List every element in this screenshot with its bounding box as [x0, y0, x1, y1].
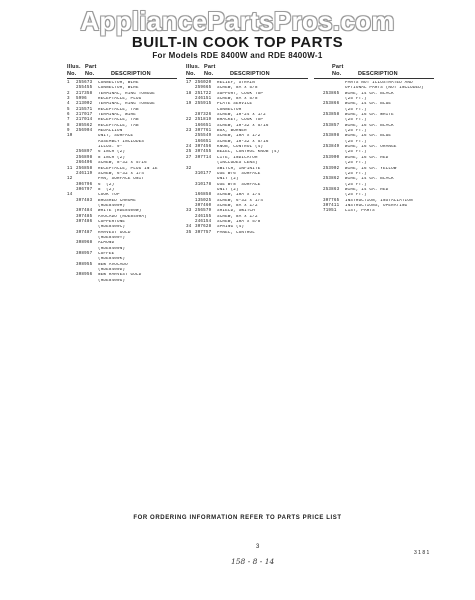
part-description: WIRE, 16 GA. RED — [345, 155, 389, 160]
part-description: PLATE SERVICE — [217, 102, 253, 107]
part-description: SCREW, 10A x 1/4 — [217, 193, 261, 198]
illus-number: 24 — [186, 145, 192, 150]
parts-column-1 — [67, 64, 177, 284]
illus-number: 7 — [67, 118, 70, 123]
part-number: 253857 — [323, 123, 340, 128]
illus-number: 22 — [186, 118, 192, 123]
part-description: INSTRUCTION, INSTALLATION — [345, 198, 413, 203]
part-description: SWITCH, INFINITE — [217, 166, 261, 171]
part-description: (25 FT.) — [345, 118, 367, 123]
illus-number — [314, 209, 323, 214]
part-number: 307460 — [195, 203, 212, 208]
part-description: PAN, SURFACE UNIT — [98, 177, 145, 182]
part-description: NEW AVOCADO — [98, 262, 128, 267]
part-description: WIRE, 16 GA. ORANGE — [345, 145, 397, 150]
part-number: 255673 — [76, 81, 93, 85]
illus-number: 6 — [67, 113, 70, 118]
illus-number: 5 — [67, 107, 70, 112]
part-description: RECEPTACLE, TAB — [98, 107, 139, 112]
part-number: 256858 — [76, 166, 93, 171]
illus-number: 19 — [186, 102, 192, 107]
part-number: 246119 — [76, 171, 93, 176]
page-title: BUILT-IN COOK TOP PARTS — [131, 34, 344, 51]
part-description: (25 FT.) — [345, 193, 367, 198]
part-description: WIRE, 16 GA. BLUE — [345, 134, 392, 139]
part-description: SCREW, 10-32 x 5/16 — [217, 139, 269, 144]
part-number: 215571 — [76, 107, 93, 112]
part-description: SCREW, 8A x 5/8 — [217, 86, 258, 91]
illus-number: 4 — [67, 102, 70, 107]
part-description: (RDE8400M) — [98, 203, 126, 208]
part-number: 166651 — [195, 139, 212, 144]
part-number: 135025 — [195, 198, 212, 203]
part-number: 256579 — [195, 209, 212, 214]
part-number: 166858 — [195, 193, 212, 198]
parts-row — [67, 279, 177, 284]
part-number: 307761 — [195, 129, 212, 134]
illus-number: 14 — [67, 193, 73, 198]
part-number: 213002 — [76, 102, 93, 107]
part-description: (RDE8400C) — [98, 225, 126, 230]
part-number: 307486 — [76, 219, 93, 224]
part-description: RECEPTACLE, TAB — [98, 118, 139, 123]
part-number: 310177 — [195, 171, 212, 176]
part-number: 307487 — [76, 230, 93, 235]
part-number: 255455 — [76, 86, 93, 91]
part-description: SCREW, 8A x 1/2 — [217, 214, 258, 219]
handwritten-note: 158 - 8 - 14 — [231, 557, 275, 566]
part-number: 307485 — [76, 214, 93, 219]
part-number: 5996 — [76, 97, 87, 102]
part-number: 259665 — [195, 86, 212, 91]
part-description: LIST, PARTS — [345, 209, 375, 214]
part-description: USE W/8" SURFACE — [217, 182, 261, 187]
part-description: 6 INCH (2) — [98, 150, 126, 155]
part-number: 217017 — [76, 113, 93, 118]
part-description: PARTS NOT ILLUSTRATED AND — [345, 81, 413, 85]
column-header: Part No. DESCRIPTION — [332, 64, 398, 77]
column-header: Illus. Part No. No. DESCRIPTION — [186, 64, 270, 77]
part-description: LITE, INDICATOR — [217, 155, 258, 160]
part-description: RECEPTACLE, PLUG IN 1E — [98, 166, 158, 171]
part-number: 255549 — [195, 134, 212, 139]
part-description: COOK TOP — [98, 193, 120, 198]
part-number: 251722 — [195, 91, 212, 96]
part-number: 253858 — [323, 113, 340, 118]
part-description: WHITE (RDE8400W) — [98, 209, 142, 214]
part-description: CONNECTOR, WIRE — [98, 81, 139, 85]
part-number: 285562 — [76, 123, 93, 128]
part-description: 6" (2) — [98, 182, 115, 187]
part-number: 307765 — [323, 198, 340, 203]
part-number: 307456 — [195, 145, 212, 150]
part-number: 253898 — [323, 134, 340, 139]
part-description: COFFEE — [98, 252, 115, 256]
illus-number: 25 — [186, 150, 192, 155]
part-description: (INCLUDES LENS) — [217, 161, 258, 166]
part-number: 166651 — [195, 123, 212, 128]
part-number: 308955 — [76, 262, 93, 267]
part-description: RECEPTACLE, PLUG — [98, 97, 142, 102]
part-description: (RDE8400Y) — [98, 235, 126, 240]
illus-number: 9 — [67, 129, 70, 134]
part-description: KNOB, CONTROL (4) — [217, 145, 264, 150]
illus-number: 3 — [67, 97, 70, 102]
part-number: 246154 — [195, 219, 212, 224]
part-description: SCREW, 8-32 x 5/16 — [98, 161, 147, 166]
header-rule — [67, 78, 177, 79]
header-rule — [186, 78, 308, 79]
part-description: (25 FT.) — [345, 107, 367, 112]
part-description: SCREW, 8A x 1/2 — [217, 203, 258, 208]
part-description: SCREW, 10-24 x 1/2 — [217, 113, 266, 118]
part-number: 253862 — [323, 177, 340, 182]
illus-number: 18 — [186, 91, 192, 96]
part-description: SCREW, 10-32 x 5/16 — [217, 123, 269, 128]
page-number: 3 — [256, 544, 260, 550]
part-description: MEDALLION — [98, 129, 123, 134]
part-description: WIRE, 14 GA. BLACK — [345, 177, 394, 182]
part-description: INSTRUCTIONS, OPERATING — [345, 203, 408, 208]
illus-number: 23 — [186, 129, 192, 134]
part-description: SUPPORT, COOK TOP — [217, 91, 264, 96]
part-number: 256904 — [76, 129, 93, 134]
part-description: 8 INCH (2) — [98, 155, 126, 160]
part-description: BEZEL, CONTROL KNOB (4) — [217, 150, 280, 155]
part-description: (RDE8400K) — [98, 257, 126, 262]
part-description: WIRE, 16 GA. WHITE — [345, 113, 394, 118]
part-number: 307455 — [195, 150, 212, 155]
illus-number: 1 — [67, 81, 70, 85]
part-description: UNIT (2) — [217, 177, 239, 182]
part-number: 256020 — [195, 81, 212, 85]
part-number: 253849 — [323, 145, 340, 150]
part-number: 307411 — [323, 203, 340, 208]
part-number: 307714 — [195, 155, 212, 160]
part-description: SCREW, 8A x 5/8 — [217, 97, 258, 102]
part-description: ALMOND — [98, 241, 115, 246]
illus-number: 32 — [186, 166, 192, 171]
part-description: SHIELD, SWITCH — [217, 209, 255, 214]
part-description: SCREW, 10A x 5/8 — [217, 219, 261, 224]
part-number: 256897 — [76, 150, 93, 155]
part-description: USE W/6" SURFACE — [217, 171, 261, 176]
illus-number — [67, 279, 76, 284]
part-description: PANEL, CONTROL — [217, 230, 255, 235]
part-description: CONNECTOR, WIRE — [98, 86, 139, 91]
part-number: 217358 — [76, 91, 93, 96]
part-description: NEW HARVEST GOLD — [98, 273, 142, 278]
page-subtitle: For Models RDE 8400W and RDE 8400W-1 — [152, 51, 323, 60]
part-description: WIRE, 14 GA. BLUE — [345, 102, 392, 107]
illus-number: 12 — [67, 177, 73, 182]
part-description: COPPERTONE — [98, 219, 126, 224]
part-description: RECEPTACLE, TAB — [98, 123, 139, 128]
part-number: 256898 — [76, 155, 93, 160]
watermark: AppliancePartsPros.com — [80, 6, 395, 36]
part-description: (25 FT.) — [345, 97, 367, 102]
part-number: 253863 — [323, 187, 340, 192]
document-code: 3 1 8 1 — [414, 550, 430, 556]
parts-row — [186, 231, 308, 236]
part-number: 308957 — [76, 252, 93, 256]
part-number: 308956 — [76, 273, 93, 278]
illus-number: 17 — [186, 81, 192, 85]
column-header: Illus. Part No. No. DESCRIPTION — [67, 64, 151, 77]
part-number: 307484 — [76, 209, 93, 214]
parts-column-2 — [186, 64, 308, 236]
part-description: SPRING (4) — [217, 225, 245, 230]
part-number: 306797 — [76, 187, 93, 192]
illus-number: 11 — [67, 166, 73, 171]
part-description: (RDE8400N) — [98, 246, 126, 251]
part-number: 307757 — [195, 230, 212, 235]
part-description: UNIT (2) — [217, 187, 239, 192]
part-number: 308968 — [76, 241, 93, 246]
part-description: (25 FT.) — [345, 171, 367, 176]
part-number: 71951 — [323, 209, 337, 214]
part-description: HARVEST GOLD — [98, 230, 131, 235]
part-description: (25 FT.) — [345, 182, 367, 187]
part-description: (25 FT.) — [345, 150, 367, 155]
part-description: BOX, BURNER — [217, 129, 247, 134]
part-number: 253902 — [323, 166, 340, 171]
part-description: (RDE8400D) — [98, 268, 126, 273]
part-description: TERMINAL, RING TONGUE — [98, 91, 155, 96]
illus-number: 10 — [67, 134, 73, 139]
parts-row — [314, 209, 434, 214]
parts-column-3 — [314, 64, 434, 215]
illus-number: 2 — [67, 91, 70, 96]
part-description: 8" (2) — [98, 187, 115, 192]
part-number: 255915 — [195, 102, 212, 107]
part-description: (25 FT.) — [345, 129, 367, 134]
part-number: 306796 — [76, 182, 93, 187]
part-description: AVOCADO (RDE8400A) — [98, 214, 147, 219]
part-description: RELIEF, STRAIN — [217, 81, 255, 85]
part-number: 307483 — [76, 198, 93, 203]
illus-number: 8 — [67, 123, 70, 128]
part-description: BRUSHED CHROME — [98, 198, 136, 203]
part-description: WIRE, 16 GA. BLACK — [345, 123, 394, 128]
part-description: ILLUS. 9- — [98, 145, 123, 150]
part-number: 310178 — [195, 182, 212, 187]
part-number: 246151 — [195, 97, 212, 102]
part-description: ASSEMBLY INCLUDES — [98, 139, 145, 144]
part-description: (RDE8400G) — [98, 278, 126, 283]
part-description: (25 FT.) — [345, 161, 367, 166]
part-description: SCREW, 6-32 x 1/4 — [98, 171, 145, 176]
ordering-note: FOR ORDERING INFORMATION REFER TO PARTS PRICE LIST — [133, 515, 342, 521]
part-number: 217014 — [76, 118, 93, 123]
part-number: 251819 — [195, 118, 212, 123]
part-description: BRACKET, COOK TOP — [217, 118, 264, 123]
part-number — [76, 279, 98, 284]
part-description: CONNECTOR — [217, 107, 242, 112]
part-number: 266406 — [76, 161, 93, 166]
part-number: 253866 — [323, 102, 340, 107]
part-description: WIRE, 16 GA. YELLOW — [345, 166, 397, 171]
illus-number: 35 — [186, 230, 192, 235]
part-description: TERMINAL, RING TONGUE — [98, 102, 155, 107]
part-number: 287326 — [195, 113, 212, 118]
part-description: (25 FT.) — [345, 139, 367, 144]
part-description: WIRE, 14 GA. RED — [345, 187, 389, 192]
part-number: 253865 — [323, 91, 340, 96]
part-description: UNIT, SURFACE — [98, 134, 134, 139]
part-description: WIRE, 14 GA. BLACK — [345, 91, 394, 96]
part-description: TERMINAL, WIRE — [98, 113, 136, 118]
part-number: 253900 — [323, 155, 340, 160]
illus-number: 27 — [186, 155, 192, 160]
part-description: OPTIONAL PARTS (NOT INCLUDED) — [345, 86, 424, 91]
header-rule — [314, 78, 434, 79]
part-number: 307628 — [195, 225, 212, 230]
illus-number: 33 — [186, 209, 192, 214]
part-description: SCREW, 10A x 1/2 — [217, 134, 261, 139]
part-description: SCREW, 6-32 x 1/4 — [217, 198, 264, 203]
part-number: 246155 — [195, 214, 212, 219]
illus-number: 34 — [186, 225, 192, 230]
